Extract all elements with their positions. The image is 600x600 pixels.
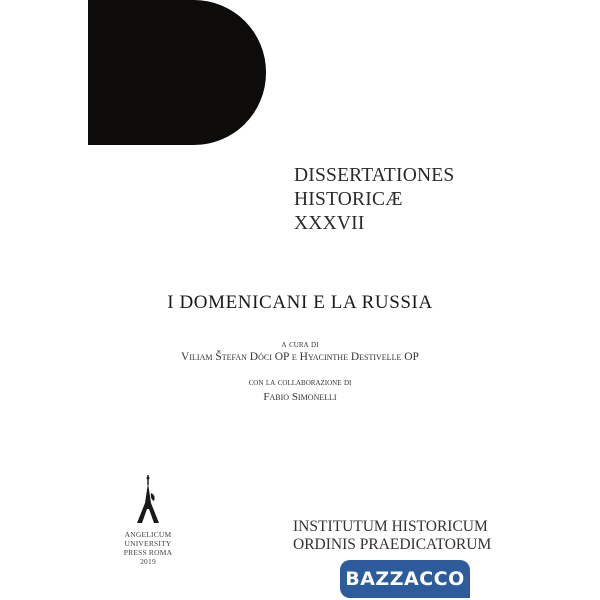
cover-black-shape <box>88 0 266 145</box>
institute-line-2: ORDINIS PRAEDICATORUM <box>293 536 492 553</box>
series-title <box>294 164 454 236</box>
edited-by-label: a cura di <box>281 339 319 350</box>
publisher-year: 2019 <box>140 557 156 566</box>
tower-icon <box>133 475 163 525</box>
publisher-line-3: PRESS ROMA <box>123 548 173 557</box>
series-volume: XXXVII <box>294 213 365 234</box>
publisher-line-2: UNIVERSITY <box>124 539 172 548</box>
publisher-line-1: ANGELICUM <box>124 530 172 539</box>
collaboration-label: con la collaborazione di <box>248 377 352 388</box>
seller-badge: BAZZACCO <box>340 560 470 598</box>
series-line-2: HISTORICÆ <box>294 189 403 210</box>
series-line-1: DISSERTATIONES <box>294 165 455 186</box>
book-title: I DOMENICANI E LA RUSSIA <box>167 292 433 313</box>
editors: Viliam Štefan Dóci OP e Hyacinthe Destivelle OP <box>181 351 419 363</box>
institute-line-1: INSTITUTUM HISTORICUM <box>293 518 488 535</box>
institute-name <box>293 518 491 554</box>
publisher-logo <box>118 475 178 566</box>
collaborator: Fabio Simonelli <box>263 391 337 403</box>
